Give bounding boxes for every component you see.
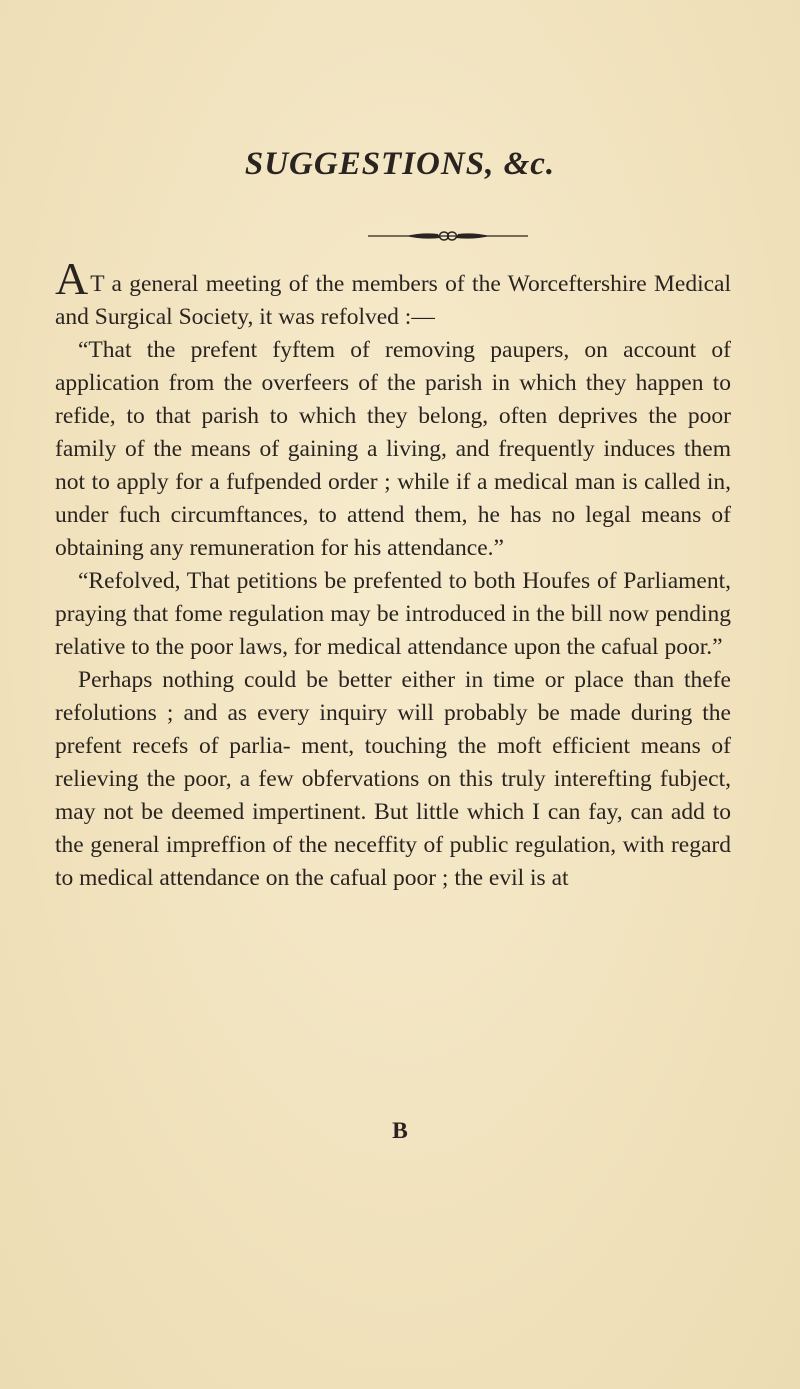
signature-mark: B xyxy=(392,1118,408,1144)
paragraph-intro xyxy=(55,253,731,334)
drop-cap: A xyxy=(55,253,89,304)
page-title: SUGGESTIONS, &c. xyxy=(244,146,556,182)
ornamental-rule xyxy=(368,230,528,242)
paragraph-commentary: Perhaps nothing could be better either in time or place than thefe refolutions ; and as every inquiry will probably be made during the prefent recefs of parlia- ment, touching the moft efficient means of relieving the poor, a few obfervations on this truly interefting fubject, may not be deemed impertinent. But little which I can fay, can add to the general impreffion of the neceffity of public regulation, with regard to medical attendance on the cafual poor ; the evil is at xyxy=(55,667,731,891)
paragraph-resolution-quote: “That the prefent fyftem of removing paupers, on account of application from the overfeers of the parish in which they happen to refide, to that parish to which they belong, often deprives the poor family of the means of gaining a living, and frequently induces them not to apply for a fufpended order ; while if a medical man is called in, under fuch circumftances, to attend them, he has no legal means of obtaining any remuneration for his attendance.” xyxy=(55,337,731,561)
body-text xyxy=(55,253,731,895)
paragraph-intro-text: T a general meeting of the members of the Worceftershire Medical and Surgical Society, it was refolved :— xyxy=(55,271,731,330)
paragraph-resolved: “Refolved, That petitions be prefented to both Houfes of Parliament, praying that fome regulation may be introduced in the bill now pending relative to the poor laws, for medical attendance upon the cafual poor.” xyxy=(55,568,731,660)
